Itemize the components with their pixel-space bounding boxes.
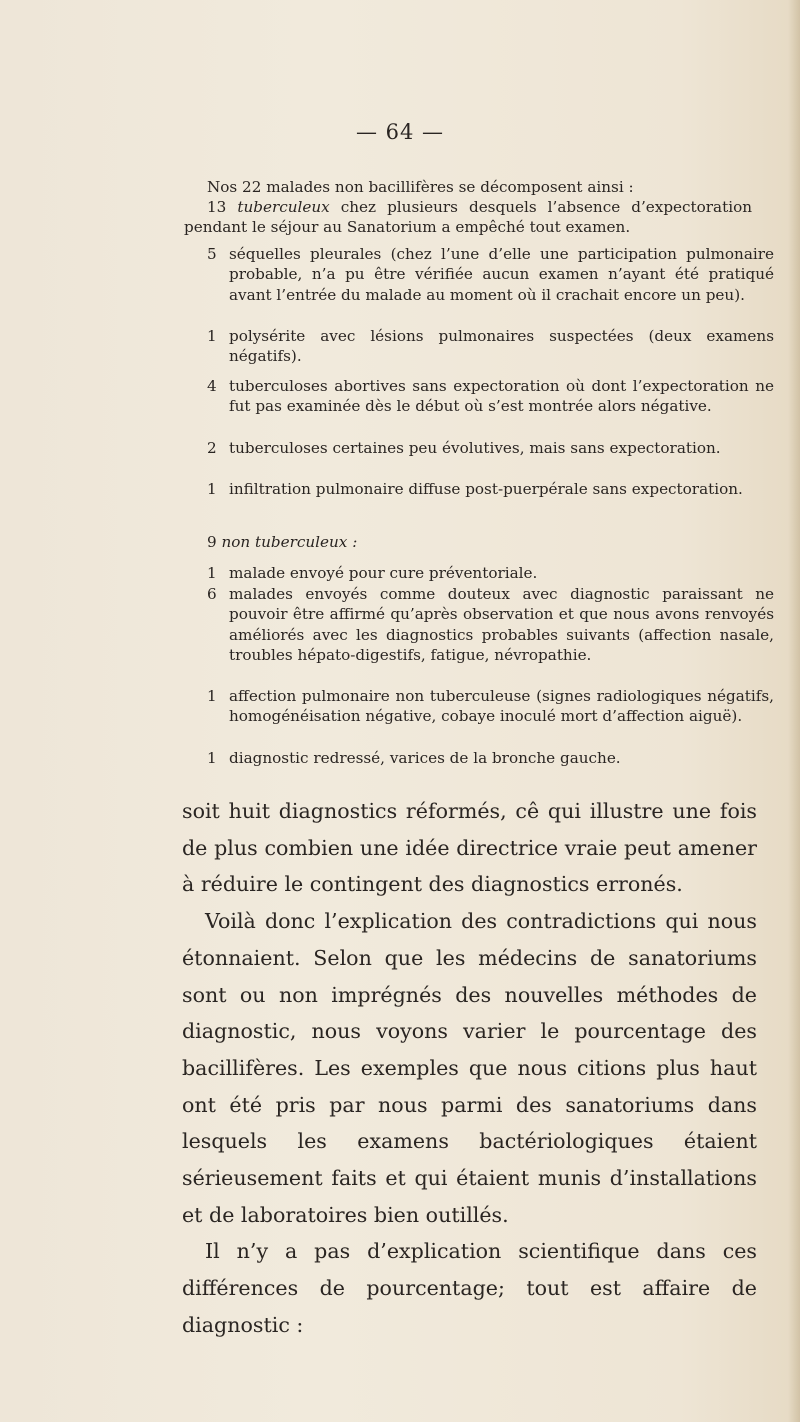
tuberculeux-count: 13 bbox=[207, 198, 227, 216]
item-text: séquelles pleurales (chez l’une d’elle une participation pulmonaire probable, n’a pu être vérifiée aucun examen n’ayant été pratiqué avant l’entrée du malade au moment où il crachait encore un peu). bbox=[229, 245, 774, 304]
tuberculeux-line: chez plusieurs desquels l’absence d’expectoration pendant le séjour au Sanatorium a empêché tout examen. bbox=[184, 198, 752, 237]
paragraph: soit huit diagnostics réformés, cê qui illustre une fois de plus combien une idée directrice vraie peut amener à réduire le contingent des diagnostics erronés. bbox=[182, 799, 757, 897]
item-count: 1 bbox=[207, 564, 217, 582]
item-count: 4 bbox=[207, 377, 217, 395]
item-count: 1 bbox=[207, 749, 217, 767]
tuberculeux-label: tuberculeux bbox=[237, 198, 330, 216]
item-count: 2 bbox=[207, 439, 217, 457]
item-count: 6 bbox=[207, 585, 217, 603]
non-tuberculeux-label: non tuberculeux : bbox=[221, 533, 358, 551]
item-text: diagnostic redressé, varices de la bronche gauche. bbox=[229, 749, 621, 767]
item-count: 1 bbox=[207, 327, 217, 345]
item-count: 1 bbox=[207, 480, 217, 498]
page-edge-shadow bbox=[788, 0, 800, 1422]
page-number: — 64 — bbox=[355, 120, 445, 144]
tuberculeux-heading bbox=[184, 197, 752, 238]
body-text bbox=[182, 793, 757, 1344]
item-text: infiltration pulmonaire diffuse post-puerpérale sans expectoration. bbox=[229, 480, 743, 498]
item-text: malade envoyé pour cure préventoriale. bbox=[229, 564, 538, 582]
item-text: malades envoyés comme douteux avec diagnostic paraissant ne pouvoir être affirmé qu’après observation et que nous avons renvoyés améliorés avec les diagnostics probables suivants (affection nasale, troubles hépato-digestifs, fatigue, névropathie. bbox=[229, 585, 774, 664]
paragraph: Voilà donc l’explication des contradictions qui nous étonnaient. Selon que les médecins de sanatoriums sont ou non imprégnés des nouvelles méthodes de diagnostic, nous voyons varier le pourcentage des bacillifères. Les exemples que nous citions plus haut ont été pris par nous parmi des sanatoriums dans lesquels les examens bactériologiques étaient sérieusement faits et qui étaient munis d’installations et de laboratoires bien outillés. bbox=[182, 909, 757, 1227]
item-text: tuberculoses certaines peu évolutives, mais sans expectoration. bbox=[229, 439, 721, 457]
non-tuberculeux-count: 9 bbox=[207, 533, 217, 551]
item-text: tuberculoses abortives sans expectoration où dont l’expectoration ne fut pas examinée dès le début où s’est montrée alors négative. bbox=[229, 377, 774, 416]
intro-line: Nos 22 malades non bacillifères se décomposent ainsi : bbox=[207, 178, 634, 196]
item-text: affection pulmonaire non tuberculeuse (signes radiologiques négatifs, homogénéisation négative, cobaye inoculé mort d’affection aiguë). bbox=[229, 687, 774, 726]
item-text: polysérite avec lésions pulmonaires suspectées (deux examens négatifs). bbox=[229, 327, 774, 366]
paragraph: Il n’y a pas d’explication scientifique dans ces différences de pourcentage; tout est affaire de diagnostic : bbox=[182, 1239, 757, 1337]
item-count: 1 bbox=[207, 687, 217, 705]
non-tuberculeux-heading bbox=[207, 532, 357, 552]
item-count: 5 bbox=[207, 245, 217, 263]
